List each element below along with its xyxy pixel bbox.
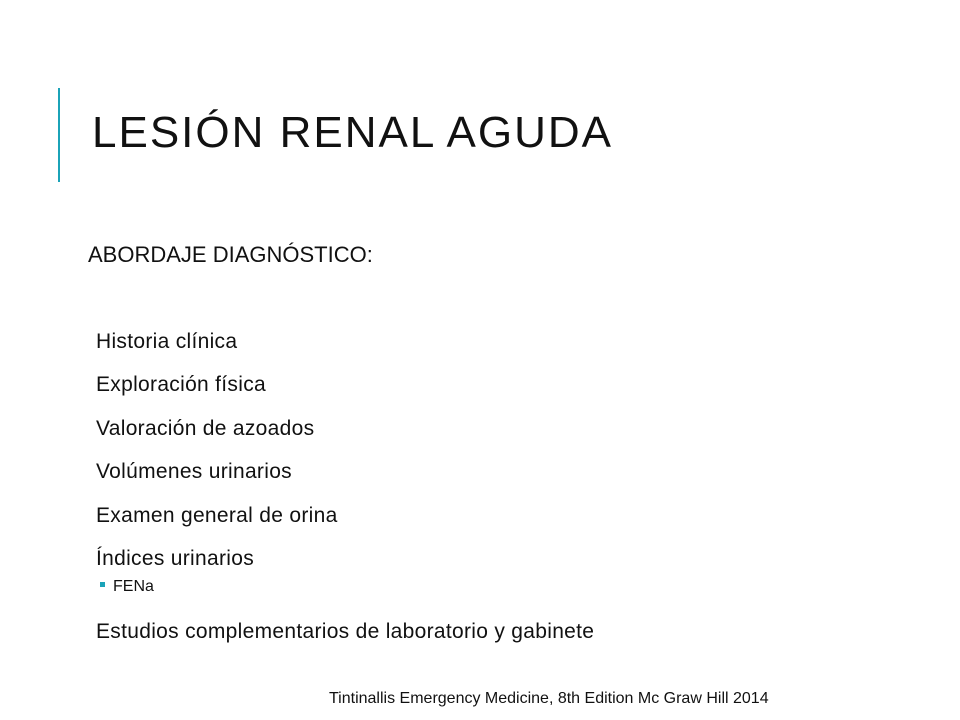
section-heading: ABORDAJE DIAGNÓSTICO: [88,242,373,267]
sub-list-item-label: FENa [113,578,154,595]
list-item: Examen general de orina [96,504,338,527]
list-item: Estudios complementarios de laboratorio y gabinete [96,620,595,643]
sub-list-item [100,578,154,596]
square-bullet-icon [100,582,105,587]
list-item: Valoración de azoados [96,417,315,440]
citation: Tintinallis Emergency Medicine, 8th Edition Mc Graw Hill 2014 [329,690,769,707]
title-accent-bar [58,88,60,182]
slide-title: LESIÓN RENAL AGUDA [92,108,613,157]
list-item: Exploración física [96,373,266,396]
list-item: Volúmenes urinarios [96,460,292,483]
list-item: Índices urinarios [96,547,255,570]
list-item: Historia clínica [96,330,238,353]
